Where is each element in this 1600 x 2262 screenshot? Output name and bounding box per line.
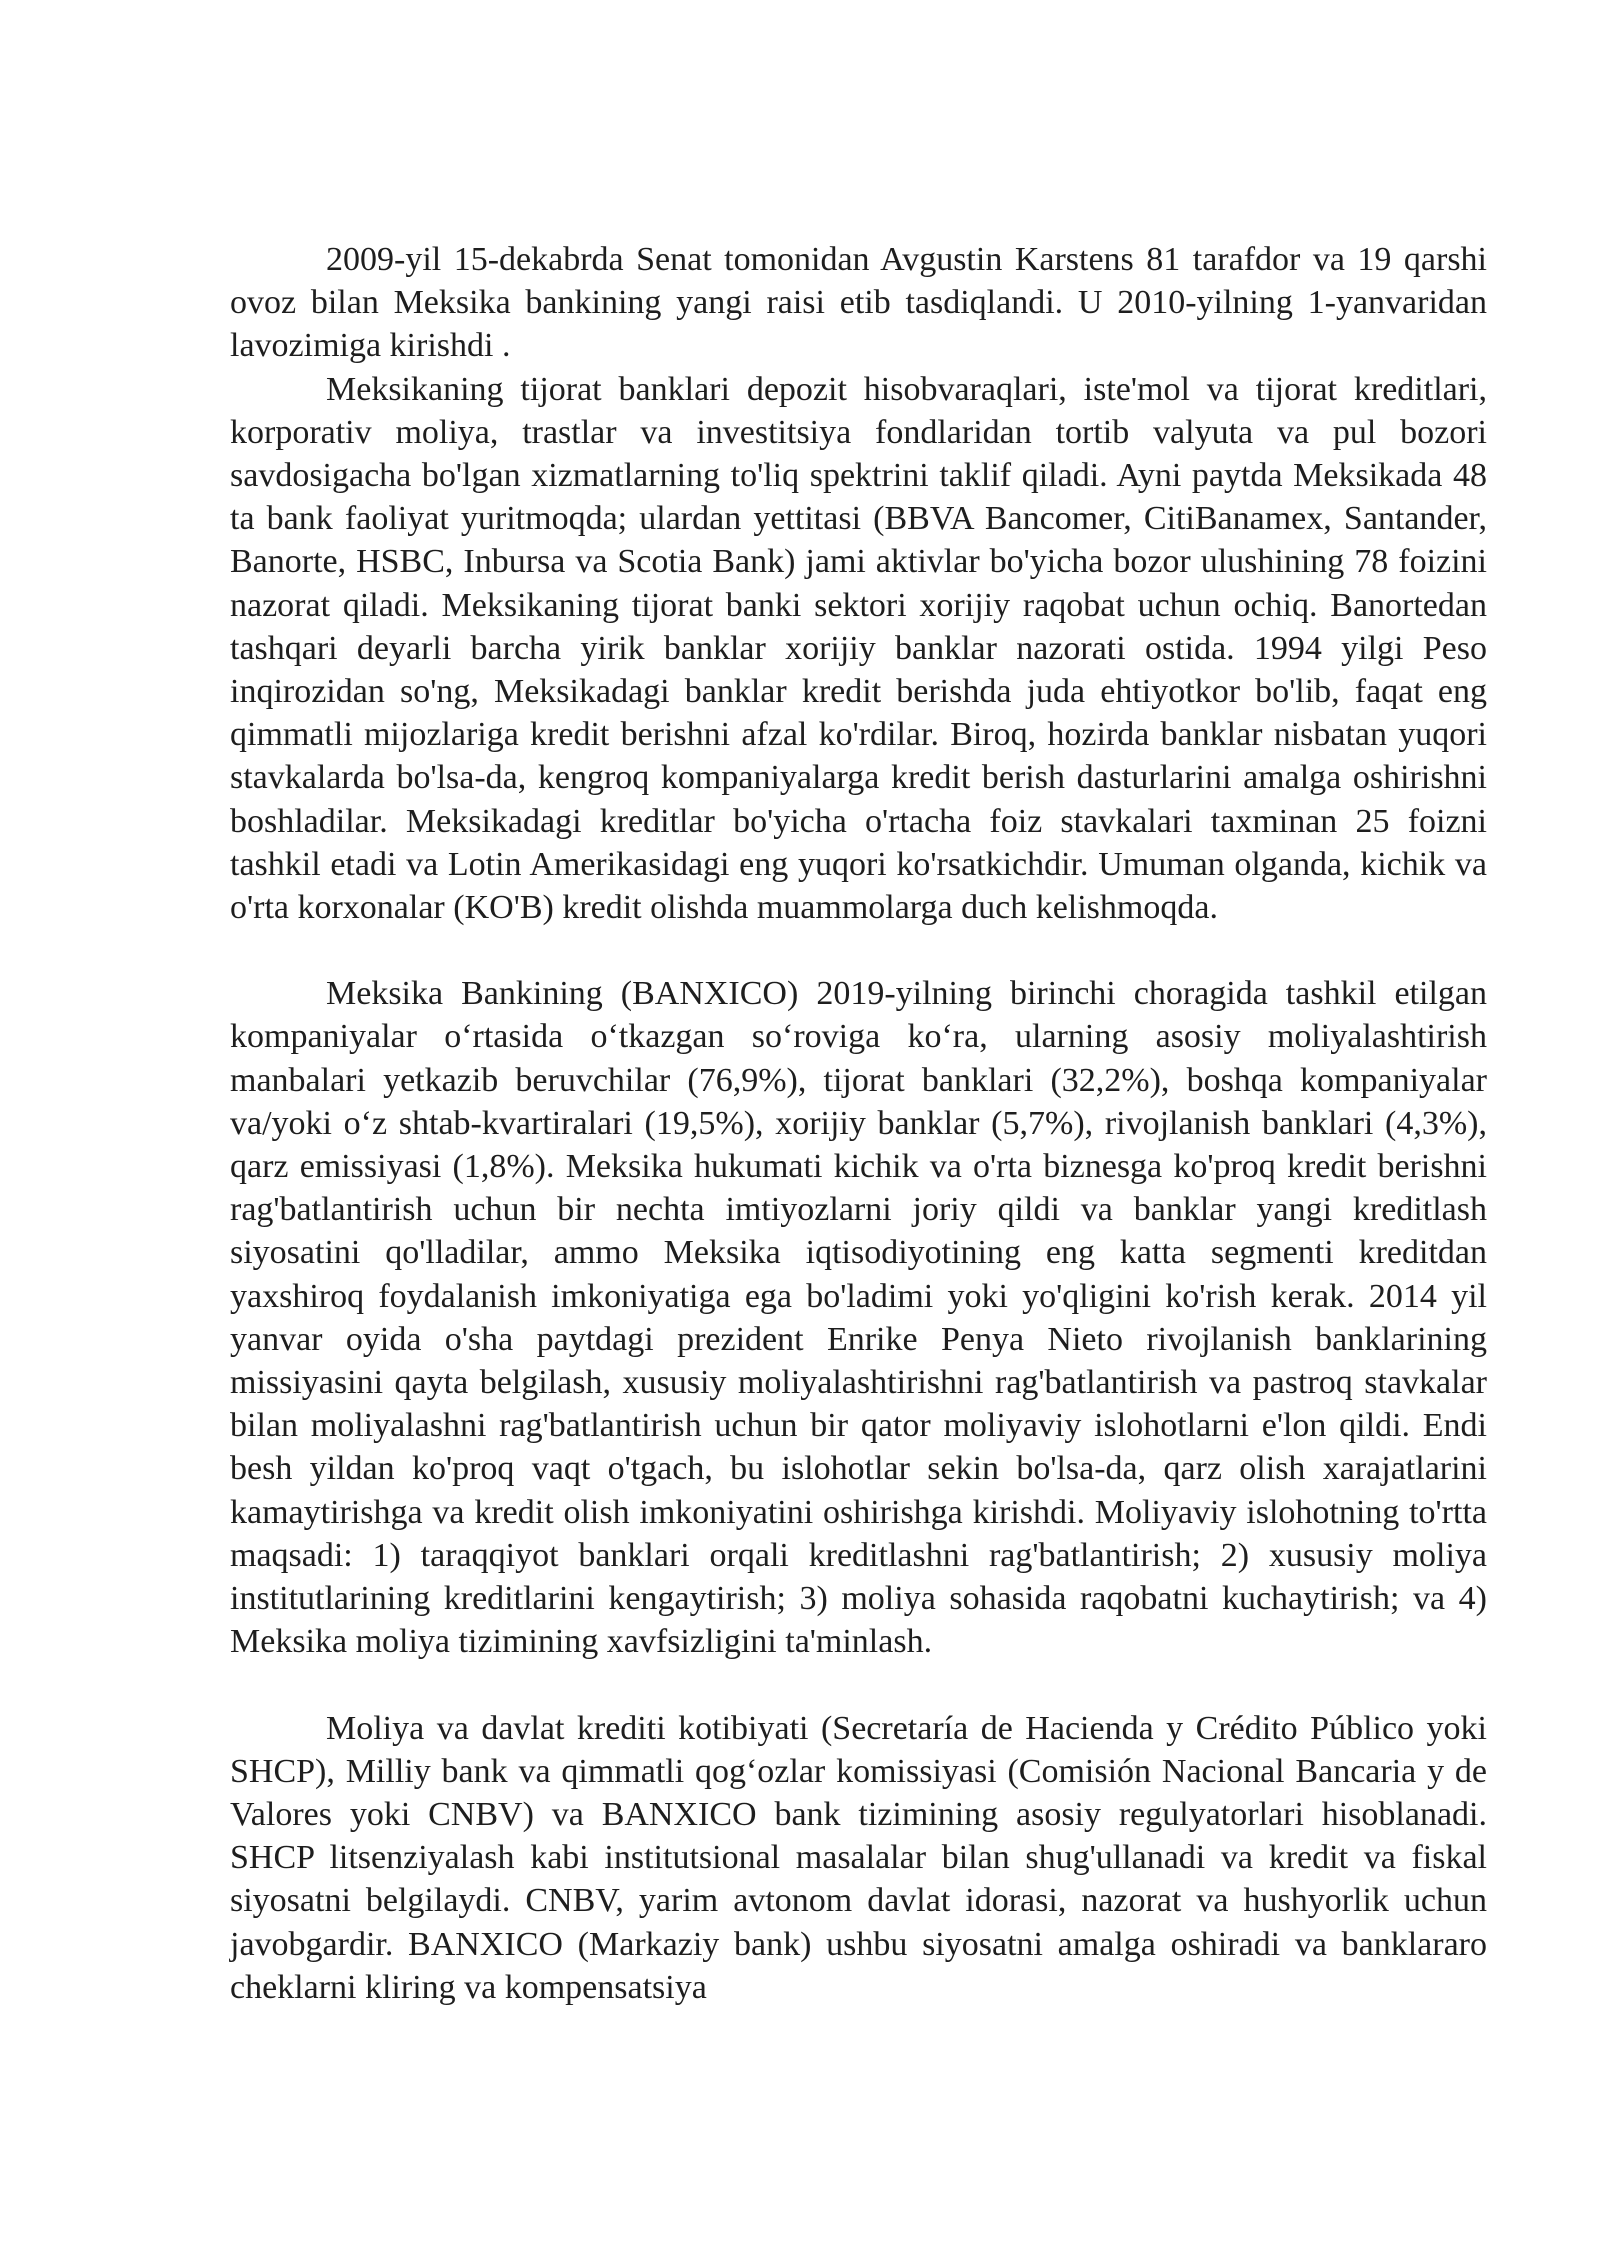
paragraph-commercial-banks: Meksikaning tijorat banklari depozit hisobvaraqlari, iste'mol va tijorat kreditlari, korporativ moliya, trastlar va investitsiya fondlaridan tortib valyuta va pul bozori savdosigacha bo'lgan xizmatlarning to'liq spektrini taklif qiladi. Ayni paytda Meksikada 48 ta bank faoliyat yuritmoqda; ulardan yettitasi (BBVA Bancomer, CitiBanamex, Santander, Banorte, HSBC, Inbursa va Scotia Bank) jami aktivlar bo'yicha bozor ulushining 78 foizini nazorat qiladi. Meksikaning tijorat banki sektori xorijiy raqobat uchun ochiq. Banortedan tashqari deyarli barcha yirik banklar xorijiy banklar nazorati ostida. 1994 yilgi Peso inqirozidan so'ng, Meksikadagi banklar kredit berishda juda ehtiyotkor bo'lib, faqat eng qimmatli mijozlariga kredit berishni afzal ko'rdilar. Biroq, hozirda banklar nisbatan yuqori stavkalarda bo'lsa-da, kengroq kompaniyalarga kredit berish dasturlarini amalga oshirishni boshladilar. Meksikadagi kreditlar bo'yicha o'rtacha foiz stavkalari taxminan 25 foizni tashkil etadi va Lotin Amerikasidagi eng yuqori ko'rsatkichdir. Umuman olganda, kichik va o'rta korxonalar (KO'B) kredit olishda muammolarga duch kelishmoqda. bbox=[230, 370, 1487, 927]
document-body bbox=[230, 238, 1487, 2009]
paragraph-karstens-appointment: 2009-yil 15-dekabrda Senat tomonidan Avgustin Karstens 81 tarafdor va 19 qarshi ovoz bilan Meksika bankining yangi raisi etib tasdiqlandi. U 2010-yilning 1-yanvaridan lavozimiga kirishdi . bbox=[230, 241, 1487, 365]
paragraph-regulators: Moliya va davlat krediti kotibiyati (Secretaría de Hacienda y Crédito Público yoki SHCP), Milliy bank va qimmatli qog‘ozlar komissiyasi (Comisión Nacional Bancaria y de Valores yoki CNBV) va BANXICO bank tizimining asosiy regulyatorlari hisoblanadi. SHCP litsenziyalash kabi institutsional masalalar bilan shug'ullanadi va kredit va fiskal siyosatni belgilaydi. CNBV, yarim avtonom davlat idorasi, nazorat va hushyorlik uchun javobgardir. BANXICO (Markaziy bank) ushbu siyosatni amalga oshiradi va banklararo cheklarni kliring va kompensatsiya bbox=[230, 1709, 1487, 2006]
paragraph-banxico-survey: Meksika Bankining (BANXICO) 2019-yilning birinchi choragida tashkil etilgan kompaniyalar o‘rtasida o‘tkazgan so‘roviga ko‘ra, ularning asosiy moliyalashtirish manbalari yetkazib beruvchilar (76,9%), tijorat banklari (32,2%), boshqa kompaniyalar va/yoki o‘z shtab-kvartiralari (19,5%), xorijiy banklar (5,7%), rivojlanish banklari (4,3%), qarz emissiyasi (1,8%). Meksika hukumati kichik va o'rta biznesga ko'proq kredit berishni rag'batlantirish uchun bir nechta imtiyozlarni joriy qildi va banklar yangi kreditlash siyosatini qo'lladilar, ammo Meksika iqtisodiyotining eng katta segmenti kreditdan yaxshiroq foydalanish imkoniyatiga ega bo'ladimi yoki yo'qligini ko'rish kerak. 2014 yil yanvar oyida o'sha paytdagi prezident Enrike Penya Nieto rivojlanish banklarining missiyasini qayta belgilash, xususiy moliyalashtirishni rag'batlantirish va pastroq stavkalar bilan moliyalashni rag'batlantirish uchun bir qator moliyaviy islohotlarni e'lon qildi. Endi besh yildan ko'proq vaqt o'tgach, bu islohotlar sekin bo'lsa-da, qarz olish xarajatlarini kamaytirishga va kredit olish imkoniyatini oshirishga kirishdi. Moliyaviy islohotning to'rtta maqsadi: 1) taraqqiyot banklari orqali kreditlashni rag'batlantirish; 2) xususiy moliya institutlarining kreditlarini kengaytirish; 3) moliya sohasida raqobatni kuchaytirish; va 4) Meksika moliya tizimining xavfsizligini ta'minlash. bbox=[230, 975, 1487, 1661]
